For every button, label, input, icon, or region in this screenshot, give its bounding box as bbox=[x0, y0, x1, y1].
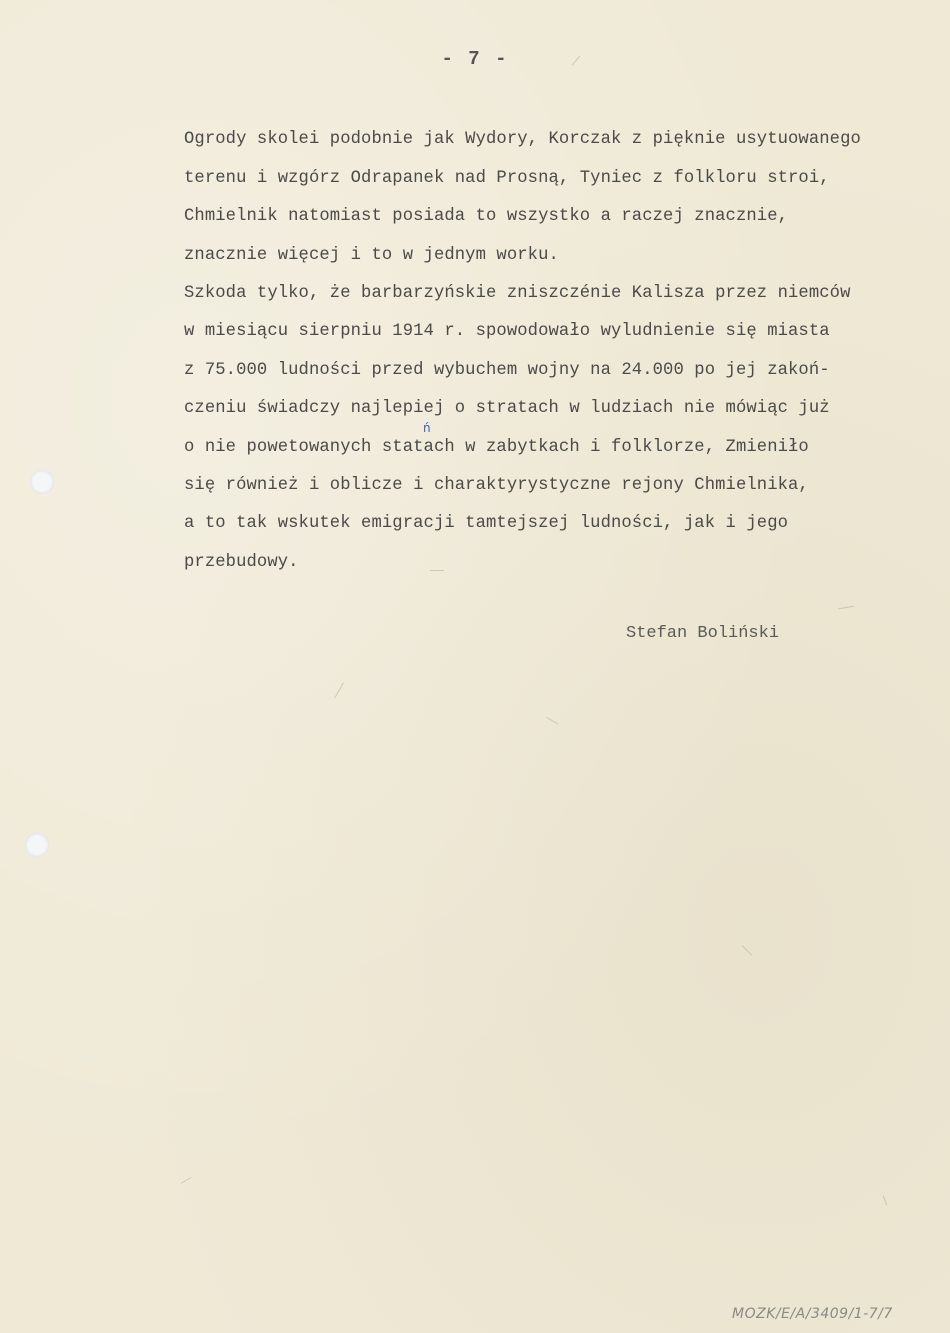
pen-correction-mark: ń bbox=[423, 421, 431, 435]
punch-hole-bottom bbox=[25, 833, 49, 857]
punch-hole-top bbox=[30, 470, 54, 494]
page-number: - 7 - bbox=[441, 48, 509, 70]
text-line: Szkoda tylko, że barbarzyńskie zniszczénie Kalisza przez niemców bbox=[184, 284, 851, 303]
text-line: o nie powetowanych statach w zabytkach i folklorze, Zmieniło bbox=[184, 438, 809, 457]
paper-fiber bbox=[181, 1177, 192, 1184]
text-line: terenu i wzgórz Odrapanek nad Prosną, Tyniec z folkloru stroi, bbox=[184, 169, 830, 188]
paper-fiber bbox=[742, 945, 753, 956]
paper-fiber bbox=[546, 717, 559, 725]
text-line: w miesiącu sierpniu 1914 r. spowodowało wyludnienie się miasta bbox=[184, 322, 830, 341]
paper-fiber bbox=[334, 682, 344, 698]
paper-fiber bbox=[430, 570, 444, 571]
text-line: Chmielnik natomiast posiada to wszystko a raczej znacznie, bbox=[184, 207, 789, 226]
archive-reference-mark: MOZK/E/A/3409/1-7/7 bbox=[732, 1306, 893, 1322]
text-line: się również i oblicze i charaktyrystyczne rejony Chmielnika, bbox=[184, 476, 809, 495]
paper-fiber bbox=[838, 606, 854, 610]
text-line: z 75.000 ludności przed wybuchem wojny na 24.000 po jej zakoń- bbox=[184, 361, 830, 380]
text-line: czeniu świadczy najlepiej o stratach w ludziach nie mówiąc już bbox=[184, 399, 830, 418]
signature: Stefan Boliński bbox=[626, 624, 780, 643]
text-line: przebudowy. bbox=[184, 553, 299, 572]
paper-fiber bbox=[883, 1196, 887, 1206]
text-line: znacznie więcej i to w jednym worku. bbox=[184, 246, 559, 265]
text-line: Ogrody skolei podobnie jak Wydory, Korczak z pięknie usytuowanego bbox=[184, 130, 861, 149]
text-line: a to tak wskutek emigracji tamtejszej ludności, jak i jego bbox=[184, 514, 789, 533]
